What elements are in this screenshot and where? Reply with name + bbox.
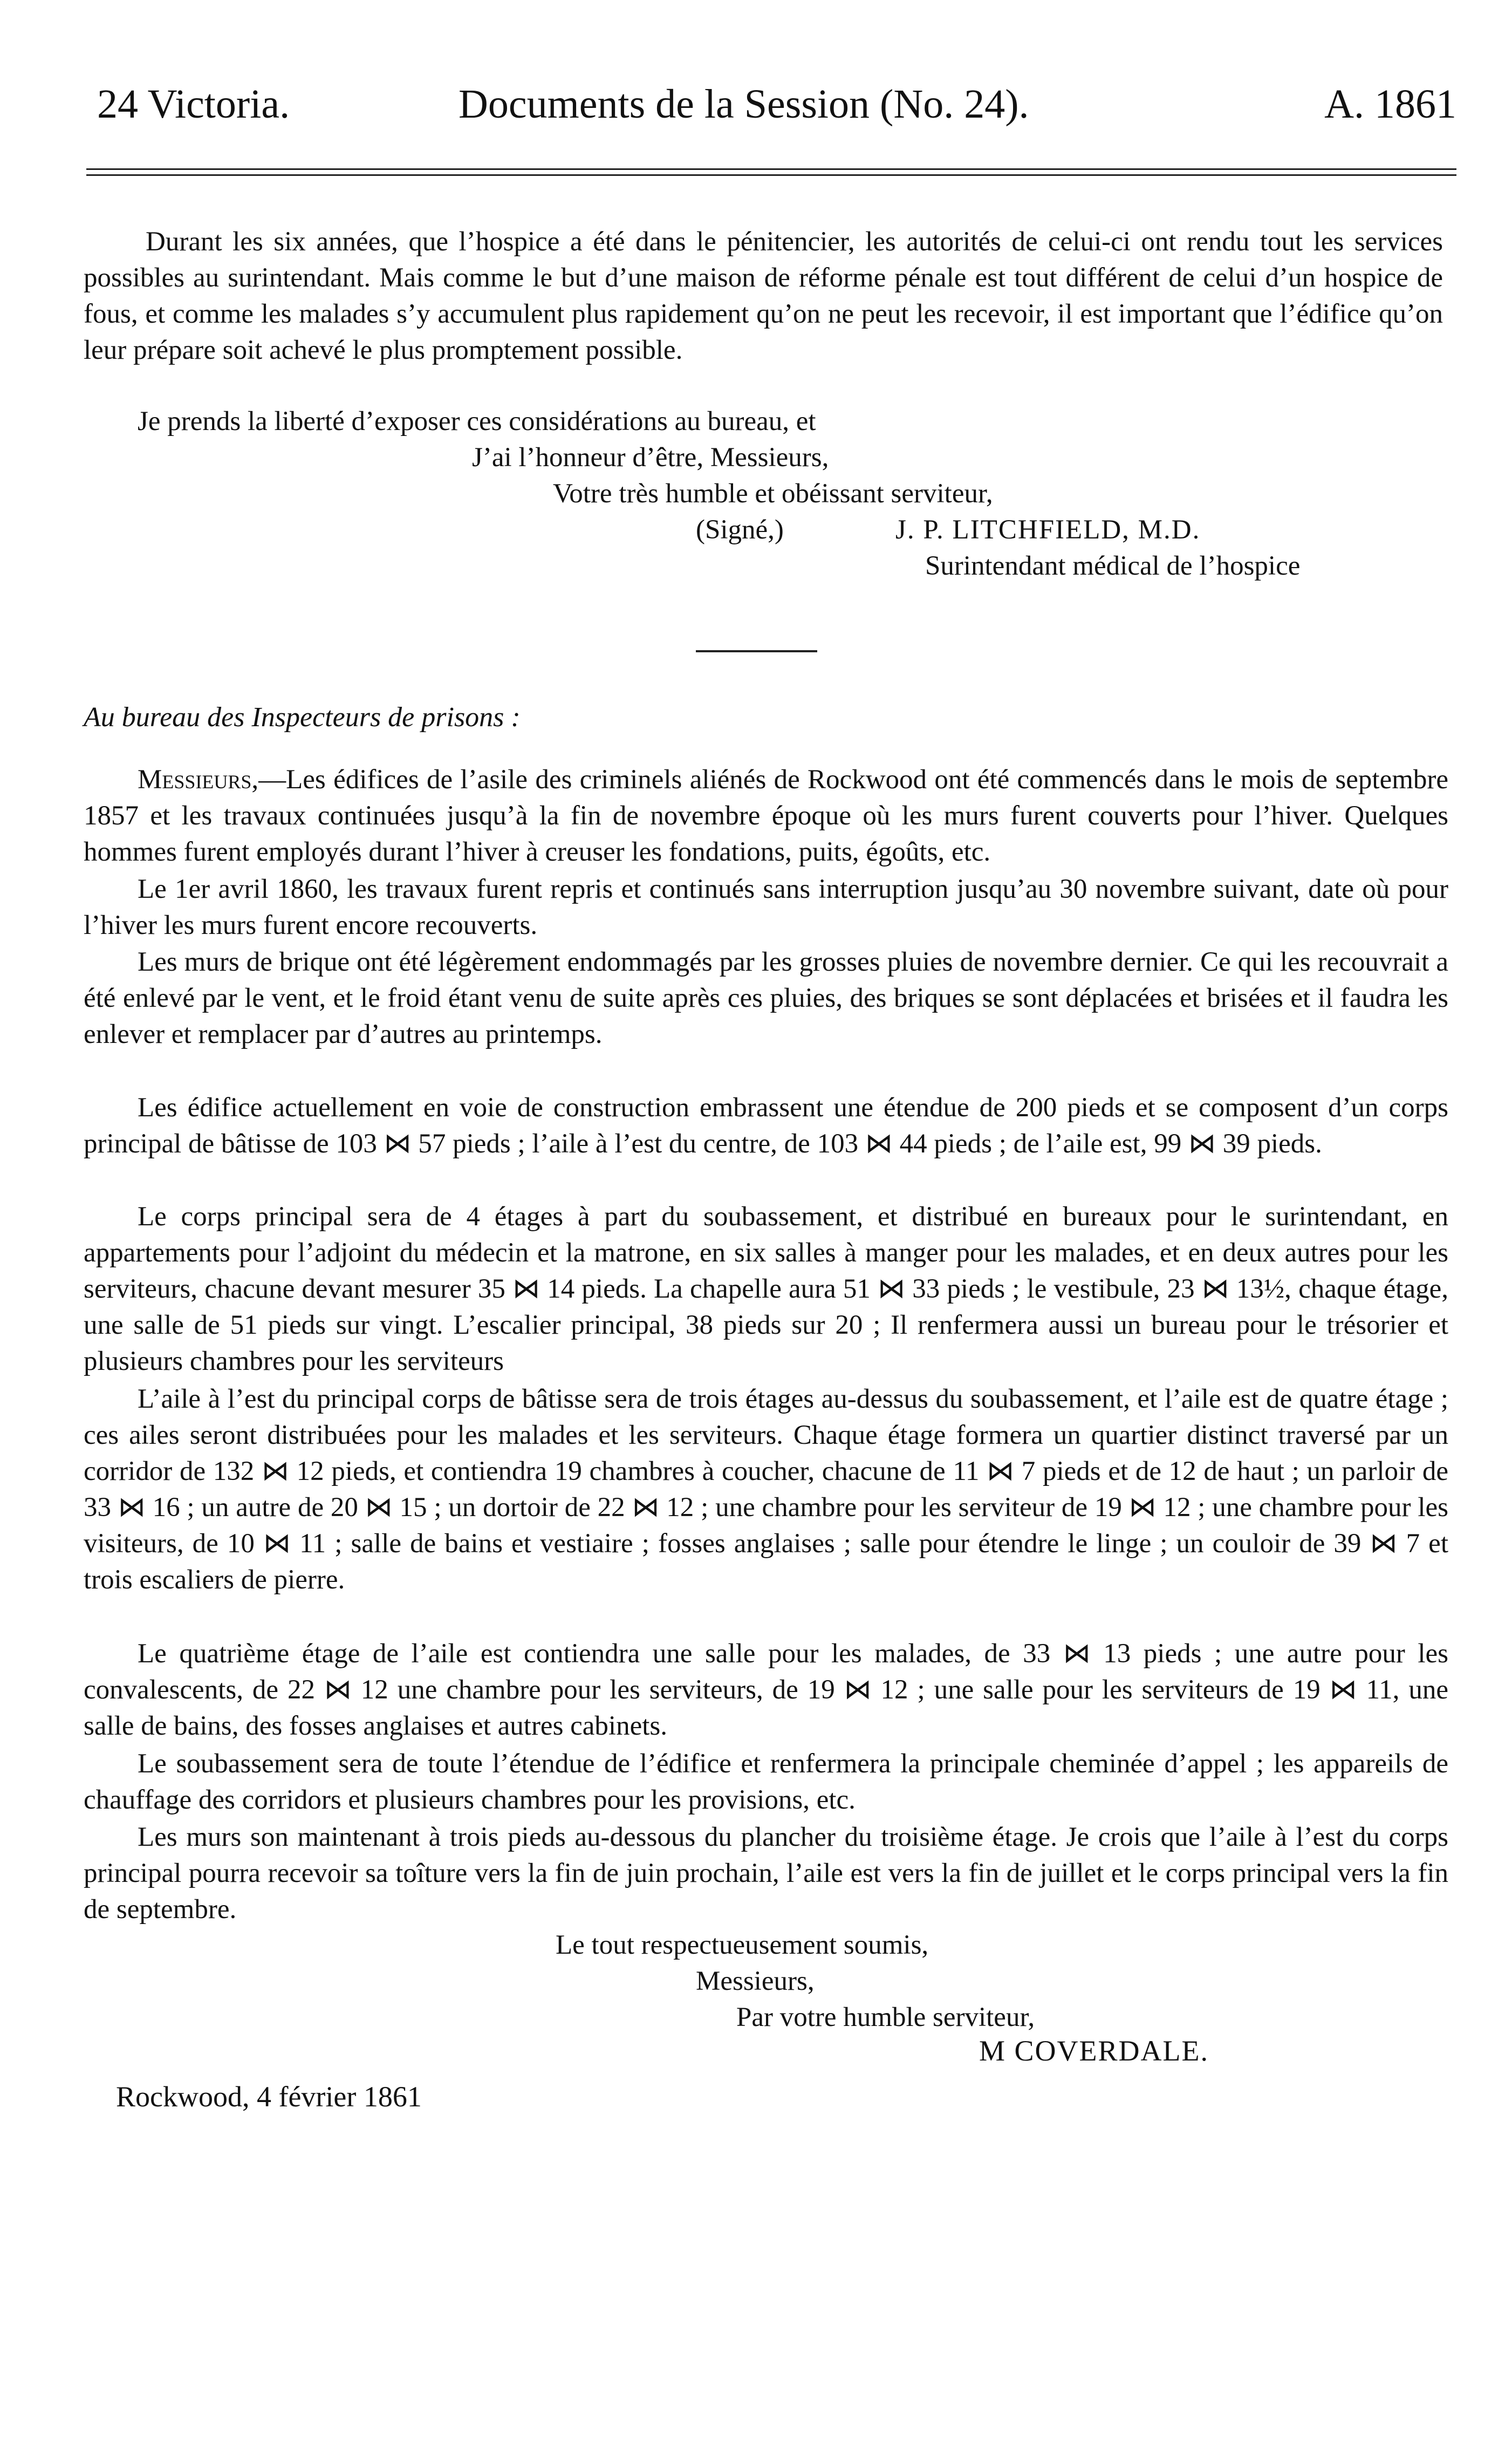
page-header <box>97 81 1456 135</box>
letter2-paragraph-3: Les murs de brique ont été légèrement endommagés par les grosses pluies de novembre dernier. Ce qui les recouvrait a été enlevé par le vent, et le froid étant venu de suite après ces pluies, des briques se sont déplacées et brisées et il faudra les enlever et remplacer par d’autres au printemps. <box>84 947 1448 1049</box>
letter1-signatory-title: Surintendant médical de l’hospice <box>925 551 1301 581</box>
letter2-dateline: Rockwood, 4 février 1861 <box>116 2080 422 2113</box>
letter2-signatory: M COVERDALE. <box>979 2035 1209 2067</box>
section-separator <box>696 650 817 652</box>
letter2-paragraph-5: Le corps principal sera de 4 étages à part du soubassement, et distribué en bureaux pour le surintendant, en appartements pour l’adjoint du médecin et la matrone, en six salles à manger pour les malades, et en deux autres pour les serviteurs, chacune devant mesurer 35 ⋈ 14 pieds. La chapelle aura 51 ⋈ 33 pieds ; le vestibule, 23 ⋈ 13½, chaque étage, une salle de 51 pieds sur vingt. L’escalier principal, 38 pieds sur 20 ; Il renfermera aussi un bureau pour le trésorier et plusieurs chambres pour les serviteurs <box>84 1202 1448 1376</box>
letter2-paragraph-7: Le quatrième étage de l’aile est contiendra une salle pour les malades, de 33 ⋈ 13 pieds ; une autre pour les convalescents, de 22 ⋈ 12 une chambre pour les serviteurs, de 19 ⋈ 12 ; une salle pour les serviteurs de 19 ⋈ 11, une salle de bains, des fosses anglaises et autres cabinets. <box>84 1639 1448 1741</box>
letter2-paragraph-9: Les murs son maintenant à trois pieds au-dessous du plancher du troisième étage. Je crois que l’aile à l’est du corps principal pourra recevoir sa toîture vers la fin de juin prochain, l’aile est vers la fin de juillet et le corps principal vers la fin de septembre. <box>84 1822 1448 1925</box>
letter1-signatory: J. P. LITCHFIELD, M.D. <box>895 515 1201 545</box>
letter2-addressee: Au bureau des Inspecteurs de prisons : <box>84 702 521 733</box>
header-title: Documents de la Session (No. 24). <box>459 81 1029 127</box>
letter2-paragraph-6: L’aile à l’est du principal corps de bâtisse sera de trois étages au-dessus du soubassement, et l’aile est de quatre étage ; ces ailes seront distribuées pour les malades et les serviteurs. Chaque étage formera un quartier distinct traversé par un corridor de 132 ⋈ 12 pieds, et contiendra 19 chambres à coucher, chacune de 11 ⋈ 7 pieds et de 12 de haut ; un parloir de 33 ⋈ 16 ; un autre de 20 ⋈ 15 ; un dortoir de 22 ⋈ 12 ; une chambre pour les serviteur de 19 ⋈ 12 ; une chambre pour les visiteurs, de 10 ⋈ 11 ; salle de bains et vestiaire ; fosses anglaises ; salle pour étendre le linge ; un couloir de 39 ⋈ 7 et trois escaliers de pierre. <box>84 1384 1448 1595</box>
letter2-paragraph-1 <box>84 762 1448 870</box>
letter1-closing-line2: J’ai l’honneur d’être, Messieurs, <box>472 442 829 473</box>
letter1-signed-label: (Signé,) <box>696 515 784 545</box>
header-double-rule <box>86 168 1456 176</box>
letter1-closing-line1: Je prends la liberté d’exposer ces considérations au bureau, et <box>138 406 816 436</box>
letter2-salutation: Messieurs, <box>138 765 259 795</box>
letter2-paragraph-4: Les édifice actuellement en voie de construction embrassent une étendue de 200 pieds et se composent d’un corps principal de bâtisse de 103 ⋈ 57 pieds ; l’aile à l’est du centre, de 103 ⋈ 44 pieds ; de l’aile est, 99 ⋈ 39 pieds. <box>84 1093 1448 1159</box>
letter1-closing-line3: Votre très humble et obéissant serviteur, <box>553 479 993 509</box>
letter2-closing-line1: Le tout respectueusement soumis, <box>556 1930 929 1960</box>
letter2-paragraph-2: Le 1er avril 1860, les travaux furent repris et continués sans interruption jusqu’au 30 novembre suivant, date où pour l’hiver les murs furent encore recouverts. <box>84 874 1448 940</box>
letter1-paragraph: Durant les six années, que l’hospice a été dans le pénitencier, les autorités de celui-ci ont rendu tout les services possibles au surintendant. Mais comme le but d’une maison de réforme pénale est tout différent de celui d’un hospice de fous, et comme les malades s’y accumulent plus rapidement qu’on ne peut les recevoir, il est important que l’édifice qu’on leur prépare soit achevé le plus promptement possible. <box>84 227 1443 365</box>
letter2-paragraph-1-text: —Les édifices de l’asile des criminels aliénés de Rockwood ont été commencés dans le mois de septembre 1857 et les travaux continuées jusqu’à la fin de novembre époque où les murs furent couverts pour l’hiver. Quelques hommes furent employés durant l’hiver à creuser les fondations, puits, égoûts, etc. <box>84 765 1448 867</box>
letter2-closing-line3: Par votre humble serviteur, <box>736 2002 1035 2032</box>
letter2-paragraph-8: Le soubassement sera de toute l’étendue de l’édifice et renfermera la principale cheminée d’appel ; les appareils de chauffage des corridors et plusieurs chambres pour les provisions, etc. <box>84 1749 1448 1815</box>
letter2-closing-line2: Messieurs, <box>696 1966 815 1996</box>
header-year: A. 1861 <box>1324 81 1456 127</box>
header-session: 24 Victoria. <box>97 81 290 127</box>
